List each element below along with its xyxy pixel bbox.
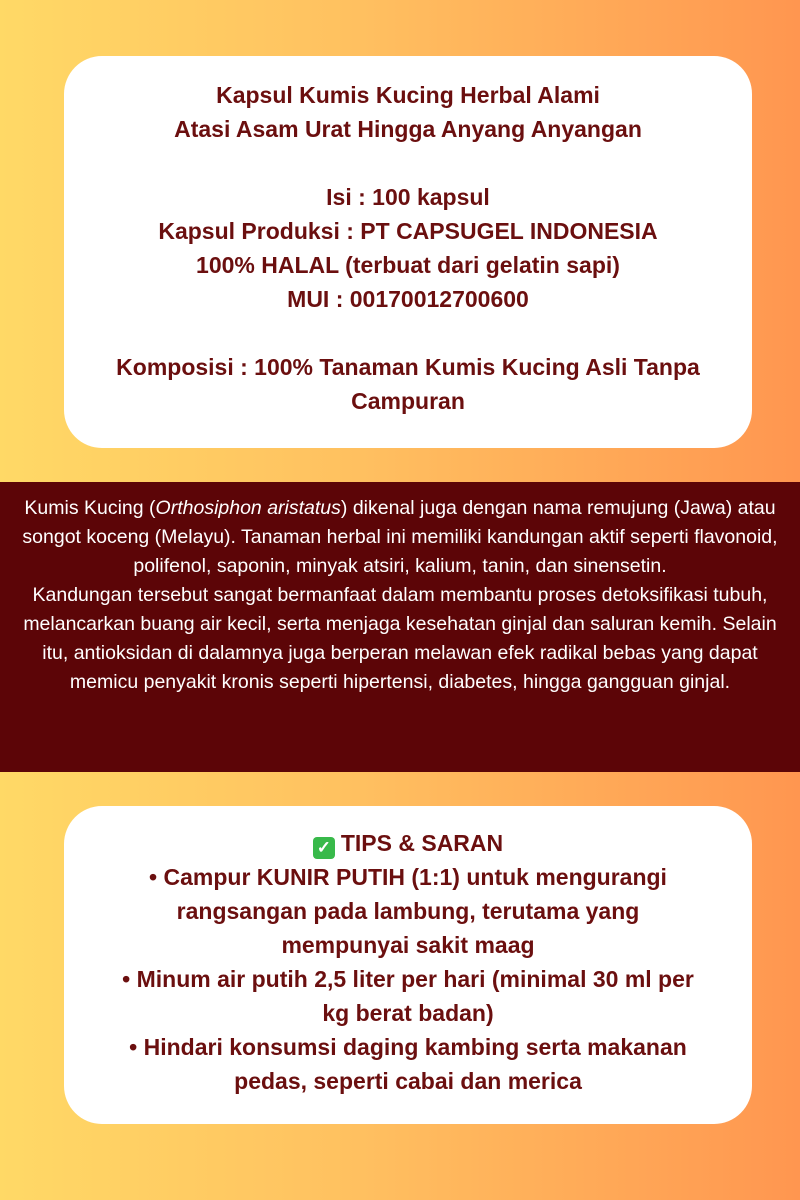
- mui-number: MUI : 00170012700600: [287, 286, 529, 312]
- tip-1-line-2: rangsangan pada lambung, terutama yang: [176, 898, 640, 924]
- product-title-line-2: Atasi Asam Urat Hingga Anyang Anyangan: [174, 116, 642, 142]
- tips-card: [64, 806, 752, 1124]
- tips-heading: TIPS & SARAN: [340, 830, 504, 856]
- tips-heading-line: [64, 826, 752, 860]
- tip-1-line-3: mempunyai sakit maag: [281, 932, 535, 958]
- description-paragraph-2: Kandungan tersebut sangat bermanfaat dalam membantu proses detoksifikasi tubuh, melancarkan buang air kecil, serta menjaga kesehatan ginjal dan saluran kemih. Selain itu, antioksidan di dalamnya juga berperan melawan efek radikal bebas yang dapat memicu penyakit kronis seperti hipertensi, diabetes, hingga gangguan ginjal.: [23, 584, 777, 693]
- tip-1-line-1: • Campur KUNIR PUTIH (1:1) untuk mengurangi: [149, 864, 667, 890]
- composition-line-2: Campuran: [351, 388, 465, 414]
- check-mark-icon: ✓: [313, 837, 335, 859]
- latin-name: Orthosiphon aristatus: [155, 497, 341, 519]
- composition-line-1: Komposisi : 100% Tanaman Kumis Kucing Asli Tanpa: [116, 354, 700, 380]
- tip-2-line-1: • Minum air putih 2,5 liter per hari (minimal 30 ml per: [122, 966, 694, 992]
- description-paragraph-1: [14, 494, 786, 581]
- tip-3-line-1: • Hindari konsumsi daging kambing serta makanan: [129, 1034, 687, 1060]
- description-band: [0, 482, 800, 772]
- description-p1-start: Kumis Kucing (: [24, 497, 156, 519]
- capsule-count: Isi : 100 kapsul: [326, 184, 490, 210]
- capsule-producer: Kapsul Produksi : PT CAPSUGEL INDONESIA: [158, 218, 658, 244]
- tip-2-line-2: kg berat badan): [322, 1000, 494, 1026]
- description-p1-end: ) dikenal juga dengan nama remujung (Jawa) atau songot koceng (Melayu). Tanaman herbal ini memiliki kandungan aktif seperti flavonoid, polifenol, saponin, minyak atsiri, kalium, tanin, dan sinensetin.: [22, 497, 778, 577]
- product-title-line-1: Kapsul Kumis Kucing Herbal Alami: [216, 82, 600, 108]
- halal-statement: 100% HALAL (terbuat dari gelatin sapi): [196, 252, 620, 278]
- tip-3-line-2: pedas, seperti cabai dan merica: [234, 1068, 582, 1094]
- product-info-card: [64, 56, 752, 448]
